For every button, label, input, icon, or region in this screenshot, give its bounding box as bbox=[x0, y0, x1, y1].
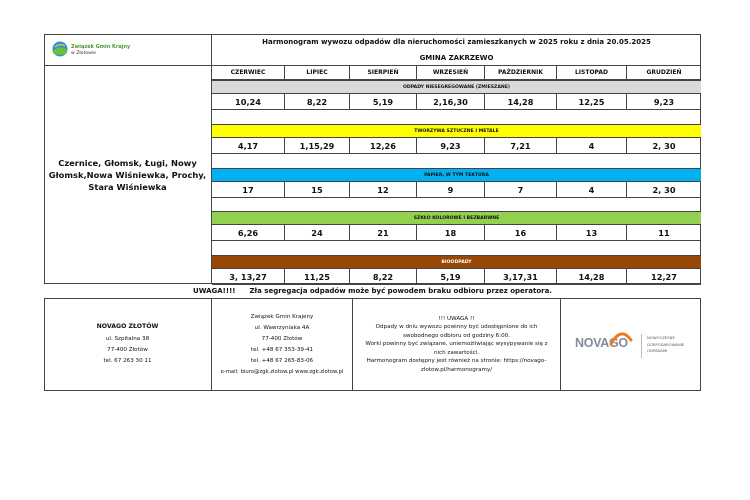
month-header: WRZESIEŃ bbox=[417, 66, 485, 80]
schedule-cell: 12,26 bbox=[350, 138, 417, 154]
brand-tag3: ODPADAMI bbox=[647, 348, 668, 353]
novago-logo-arc-icon bbox=[608, 328, 634, 352]
category-band: SZKŁO KOLOROWE I BEZBARWNE bbox=[212, 211, 701, 225]
zgk-street: ul. Wawrzyniaka 4A bbox=[254, 324, 310, 331]
schedule-cell: 6,26 bbox=[212, 225, 285, 241]
notice-head: !!! UWAGA !! bbox=[438, 316, 475, 323]
schedule-cell: 15 bbox=[285, 182, 350, 198]
schedule-cell: 8,22 bbox=[350, 269, 417, 285]
month-header: SIERPIEŃ bbox=[350, 66, 417, 80]
zgk-name: Związek Gmin Krajeny bbox=[250, 313, 314, 320]
schedule-cell: 1,15,29 bbox=[285, 138, 350, 154]
footer-novago-address bbox=[44, 298, 212, 391]
zgk-email[interactable]: e-mail: biuro@zgk.zlotow.pl www.zgk.zlotow.pl bbox=[220, 368, 344, 375]
category-band: PAPIER, W TYM TEKTURA bbox=[212, 168, 701, 182]
brand-divider bbox=[641, 334, 642, 358]
warning-line bbox=[44, 284, 701, 298]
schedule-cell: 2,16,30 bbox=[417, 94, 485, 110]
schedule-cell: 2, 30 bbox=[627, 138, 701, 154]
page-title: Harmonogram wywozu odpadów dla nieruchomości zamieszkanych w 2025 roku z dnia 20.05.2025 bbox=[262, 38, 651, 46]
novago-name: NOVAGO ZŁOTÓW bbox=[96, 322, 159, 330]
zgk-logo-line1: Związek Gmin Krajny bbox=[71, 44, 131, 50]
zgk-logo-icon bbox=[52, 41, 68, 57]
locations-text: Czernice, Głomsk, Ługi, Nowy Głomsk,Nowa Wiśniewka, Prochy, Stara Wiśniewka bbox=[48, 158, 207, 192]
gmina-label: GMINA ZAKRZEWO bbox=[212, 50, 701, 66]
schedule-cell: 13 bbox=[557, 225, 627, 241]
schedule-cell: 3, 13,27 bbox=[212, 269, 285, 285]
novago-street: ul. Szpitalna 38 bbox=[105, 335, 150, 342]
schedule-cell: 7 bbox=[485, 182, 557, 198]
category-band: TWORZYWA SZTUCZNE I METALE bbox=[212, 124, 701, 138]
schedule-cell: 2, 30 bbox=[627, 182, 701, 198]
zgk-tel2: tel. +48 67 265-83-06 bbox=[250, 357, 314, 364]
schedule-cell: 11,25 bbox=[285, 269, 350, 285]
footer-notice bbox=[353, 298, 561, 391]
zgk-logo-cell bbox=[44, 34, 212, 66]
schedule-cell: 18 bbox=[417, 225, 485, 241]
schedule-cell: 12,27 bbox=[627, 269, 701, 285]
schedule-cell: 7,21 bbox=[485, 138, 557, 154]
footer-brand bbox=[561, 298, 701, 391]
brand-tagline bbox=[647, 335, 684, 355]
schedule-cell: 17 bbox=[212, 182, 285, 198]
schedule-grid bbox=[212, 66, 701, 284]
schedule-cell: 14,28 bbox=[485, 94, 557, 110]
schedule-cell: 11 bbox=[627, 225, 701, 241]
category-band: ODPADY NIESEGREGOWANE (ZMIESZANE) bbox=[212, 80, 701, 94]
category-band: BIOODPADY bbox=[212, 255, 701, 269]
novago-logo-text: NOVAGO bbox=[575, 336, 628, 350]
schedule-cell: 10,24 bbox=[212, 94, 285, 110]
novago-phone: tel. 67 263 30 11 bbox=[103, 357, 152, 364]
schedule-cell: 9,23 bbox=[417, 138, 485, 154]
zgk-logo-line2: w Złotowie bbox=[71, 51, 96, 56]
schedule-cell: 14,28 bbox=[557, 269, 627, 285]
schedule-cell: 12 bbox=[350, 182, 417, 198]
notice-line2: Worki powinny być związane, uniemożliwiając wysypywanie się z nich zawartości. bbox=[365, 341, 548, 356]
month-header: PAŹDZIERNIK bbox=[485, 66, 557, 80]
schedule-cell: 9 bbox=[417, 182, 485, 198]
zgk-city: 77-400 Złotów bbox=[261, 335, 303, 342]
schedule-cell: 4 bbox=[557, 138, 627, 154]
footer-zgk-address bbox=[212, 298, 353, 391]
schedule-cell: 9,23 bbox=[627, 94, 701, 110]
warning-head: UWAGA!!!! bbox=[193, 287, 236, 295]
notice-line3[interactable]: Harmonogram dostępny jest również na stronie: https://novago-zlotow.pl/harmonogramy/ bbox=[366, 358, 547, 373]
schedule-cell: 24 bbox=[285, 225, 350, 241]
location-cell bbox=[44, 66, 212, 284]
schedule-cell: 3,17,31 bbox=[485, 269, 557, 285]
month-header: LIPIEC bbox=[285, 66, 350, 80]
notice-line1: Odpady w dniu wywozu powinny być udostępnione do ich swobodnego odbioru od godziny 6:00. bbox=[375, 324, 538, 339]
month-header: GRUDZIEŃ bbox=[627, 66, 701, 80]
brand-tag1: NOWOCZESNE bbox=[647, 335, 675, 340]
month-header: CZERWIEC bbox=[212, 66, 285, 80]
month-header: LISTOPAD bbox=[557, 66, 627, 80]
schedule-cell: 4 bbox=[557, 182, 627, 198]
schedule-cell: 16 bbox=[485, 225, 557, 241]
schedule-cell: 5,19 bbox=[350, 94, 417, 110]
warning-text: Zła segregacja odpadów może być powodem braku odbioru przez operatora. bbox=[249, 287, 552, 295]
novago-city: 77-400 Złotów bbox=[107, 346, 148, 353]
schedule-cell: 21 bbox=[350, 225, 417, 241]
schedule-cell: 4,17 bbox=[212, 138, 285, 154]
schedule-cell: 5,19 bbox=[417, 269, 485, 285]
brand-tag2: GOSPODAROWANIE bbox=[647, 341, 685, 347]
schedule-cell: 8,22 bbox=[285, 94, 350, 110]
schedule-cell: 12,25 bbox=[557, 94, 627, 110]
zgk-tel1: tel. +48 67 353-39-41 bbox=[250, 346, 314, 353]
